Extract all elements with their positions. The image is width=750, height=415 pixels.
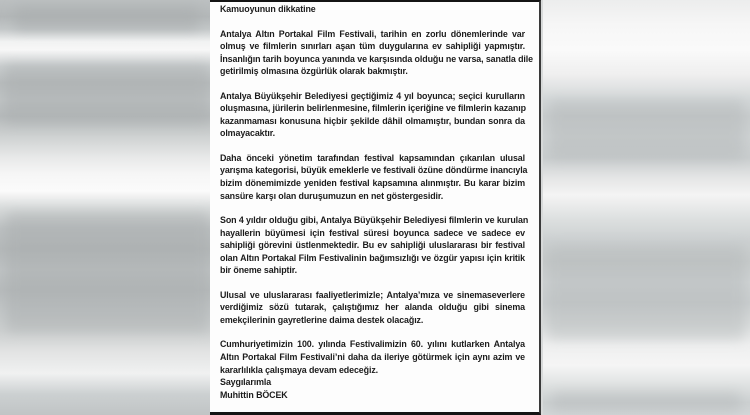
backdrop-blur-blob: [551, 392, 741, 412]
text-line: oluşmasına, jürilerin belirlenmesine, filmlerin içeriğine ve filmlerin kazanıp: [220, 103, 526, 114]
text-line: Altın Portakal Film Festivali’ni daha da ileriye götürmek için aynı azim ve: [220, 352, 525, 363]
letter-paragraph: [220, 28, 533, 78]
text-line: getirilmiş olmasına özgürlük olarak bakmıştır.: [220, 66, 408, 77]
text-line: kararlılıkla çalışmaya devam edeceğiz.: [220, 364, 379, 375]
letter-paragraph: [220, 214, 529, 277]
text-line: İnsanlığın tarih boyunca yanında ve karşısında olduğu ne varsa, sanatla dile: [220, 53, 533, 64]
text-line: bizim dönemimizde yeniden festival kapsamına alınmıştır. Bu karar bizim: [220, 178, 525, 189]
text-line: olmuş ve filmlerin sınırları aşan tüm duygularına ev sahipliği yapmıştır.: [220, 41, 525, 52]
text-line: Son 4 yıldır olduğu gibi, Antalya Büyükşehir Belediyesi filmlerin ve kurulan: [220, 215, 529, 226]
heading-line: Kamuoyunun dikkatine: [220, 4, 316, 14]
text-line: bir öneme sahiptir.: [220, 265, 298, 276]
letter-paragraph: [220, 152, 528, 202]
blurred-backdrop-right: [543, 0, 750, 415]
backdrop-blur-blob: [4, 64, 209, 124]
closing-signature: Muhittin BÖCEK: [220, 389, 288, 400]
text-line: kazanmaması konusuna hiçbir şekilde dâhil olmamıştır, bundan sonra da: [220, 115, 525, 126]
text-line: verdiğimiz sözü tutarak, çalıştığımız her alanda olduğu gibi sinema: [220, 302, 525, 313]
backdrop-blur-blob: [6, 212, 209, 332]
text-line: sahipliği görevini üstlenmektedir. Bu ev sahipliği uluslararası bir festival: [220, 240, 525, 251]
backdrop-blur-blob: [547, 245, 745, 340]
closing-salutation: Saygılarımla: [220, 377, 272, 388]
text-line: Antalya Büyükşehir Belediyesi geçtiğimiz 4 yıl boyunca; seçici kurulların: [220, 90, 525, 101]
letter-paragraph: [220, 90, 525, 140]
text-line: Ulusal ve uluslararası faaliyetlerimizle; Antalya’mıza ve sinemaseverlere: [220, 289, 525, 300]
text-line: Daha önceki yönetim tarafından festival kapsamından çıkarılan ulusal: [220, 152, 525, 163]
text-line: sansüre karşı olan duruşumuzun en net göstergesidir.: [220, 190, 444, 201]
text-line: olmayacaktır.: [220, 128, 275, 139]
text-line: Antalya Altın Portakal Film Festivali, tarihin en zorlu dönemlerinde var: [220, 28, 525, 39]
text-line: Cumhuriyetimizin 100. yılında Festivalimizin 60. yılını kutlarken Antalya: [220, 339, 525, 350]
letter-paragraph: [220, 289, 525, 327]
backdrop-blur-blob: [14, 6, 199, 30]
letter-body: [220, 28, 533, 377]
text-line: olan Altın Portakal Film Festivalinin bağımsızlığı ve özgür yapısı için kritik: [220, 252, 525, 263]
letter-paragraph: [220, 338, 525, 376]
letter-document: [210, 0, 541, 415]
text-line: yarışma kategorisi, büyük emeklerle ve festivali özüne döndürme inancıyla: [220, 165, 528, 176]
backdrop-blur-blob: [549, 100, 744, 160]
text-line: emekçilerinin gayretlerine daima destek olacağız.: [220, 314, 424, 325]
text-line: hayallerin büyümesi için festival süresi boyunca sadece ve sadece ev: [220, 227, 525, 238]
letter-heading: [220, 3, 525, 16]
letter-closing: [220, 376, 525, 401]
blurred-backdrop-left: [0, 0, 211, 415]
